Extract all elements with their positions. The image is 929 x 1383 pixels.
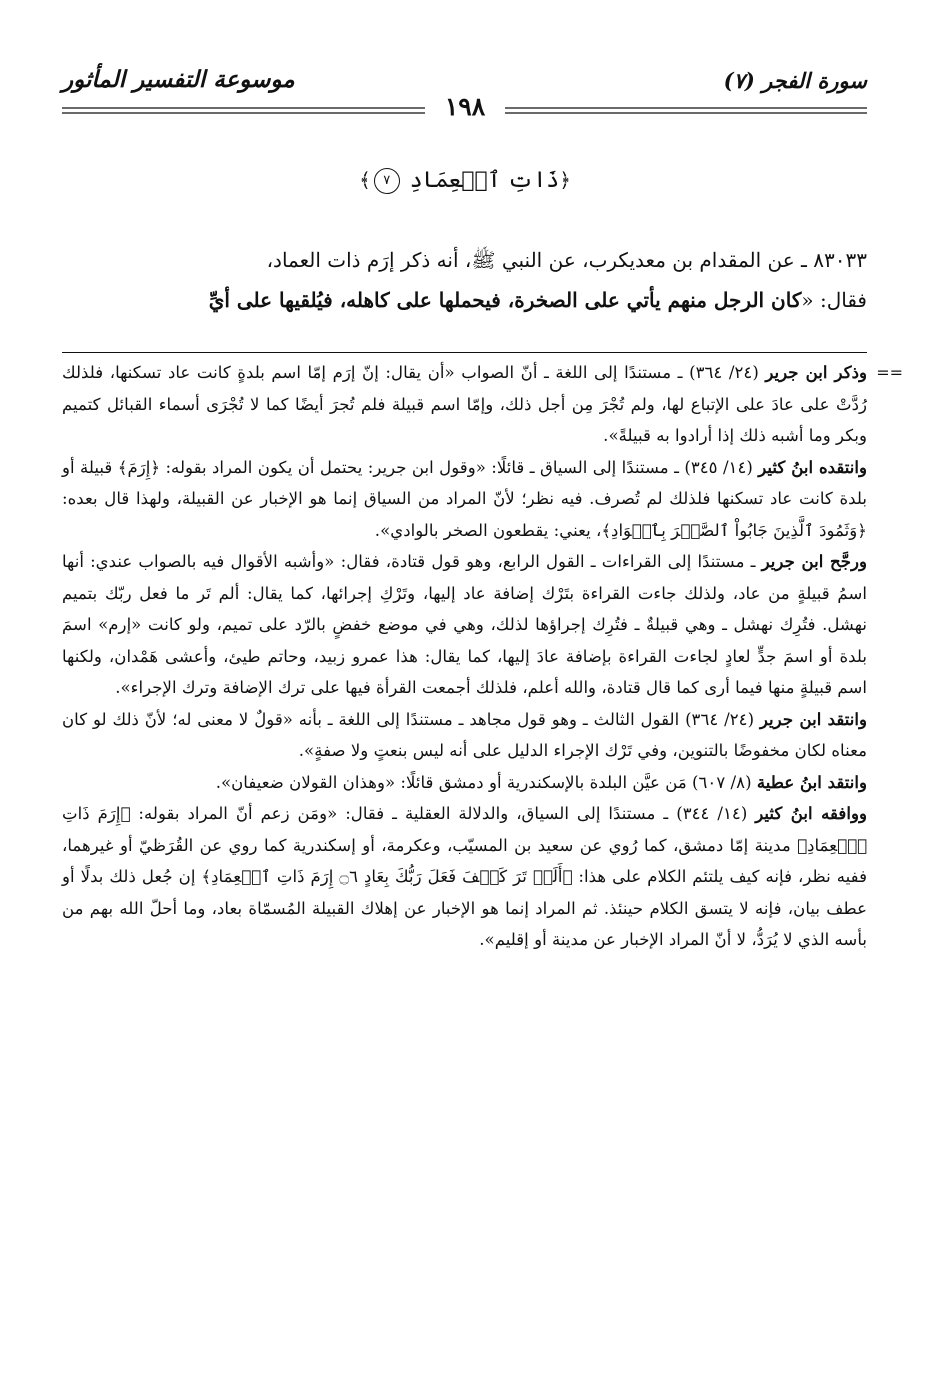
book-title: موسوعة التفسير المأثور: [62, 66, 295, 93]
footnote-body: (٢٤/ ٣٦٤) القول الثالث ـ وهو قول مجاهد ـ مستندًا إلى اللغة ـ بأنه «قولٌ لا معنى له؛ لأنّ ذلك لو كان معناه لكان مخفوضًا بالتنوين، وفي تَرْك الإجراء الدليل على أنه ليس بنعتٍ ولا صفةٍ».: [62, 709, 867, 760]
footnote-paragraph: [62, 767, 867, 799]
hadith-line-2: [62, 280, 867, 320]
footnote-lead: ووافقه ابنُ كثير: [755, 803, 867, 823]
footnote-lead: وذكر ابن جرير: [765, 362, 867, 382]
footnote-body: (١٤/ ٣٤٥) ـ مستندًا إلى السياق ـ قائلًا: «وقول ابن جرير: يحتمل أن يكون المراد بقوله: ﴿إِرَمَ﴾ قبيلة أو بلدة كانت عاد تسكنها فلذلك لم تُصرف. فيه نظر؛ لأنّ المراد من السياق إنما هو الإخبار عن القبيلة، ولهذا قال بعده: ﴿وَثَمُودَ ٱلَّذِينَ جَابُواْ ٱلصَّخۡرَ بِٱلۡوَادِ﴾، يعني: يقطعون الصخر بالوادي».: [62, 457, 867, 540]
open-bracket: ﴿: [559, 168, 571, 192]
footnote-body: ـ مستندًا إلى القراءات ـ القول الرابع، وهو قول قتادة، فقال: «وأشبه الأقوال فيه بالصواب عندي: أنها اسمُ قبيلةٍ من عاد، ولذلك جاءت القراءة بتَرْك إضافة عاد إليها، وتَرْكِ إجرائها، كما يقال: ألم تَر ما فعل ربّك بتميم نهشل. فتُرِك نهشل ـ وهي قبيلةٌ ـ فتُرِك إجراؤها لذلك، وهي في موضع خفضٍ بالرّد على تميم، ولو كانت «إرم» اسمَ بلدة أو اسمَ جدٍّ لعادٍ لجاءت القراءة بإضافة عادَ إليها، كما يقال: هذا عمرو زبيد، وحاتم طيئ، وأعشى هَمْدان، ولكنها اسم قبيلةٍ منها فيما أرى كما قال قتادة، والله أعلم، فلذلك أجمعت القرأة فيها على ترك الإضافة وترك الإجراء».: [62, 552, 867, 697]
footnote-lead: ورجَّح ابن جرير: [761, 551, 867, 571]
footnote-body: (٢٤/ ٣٦٤) ـ مستندًا إلى اللغة ـ أنّ الصواب «أن يقال: إنّ إرَم إمّا اسم بلدةٍ كانت عاد تسكنها، فلذلك رُدَّتْ على عادَ على الإتباع لها، ولم تُجْرَ مِن أجل ذلك، وإمّا اسم قبيلة فلم تُجرَ أيضًا كما لا تُجْرَى أسماء القبائل كتميم وبكر وما أشبه ذلك إذا أرادوا به قبيلةً».: [62, 363, 867, 445]
surah-title: سورة الفجر (٧): [723, 68, 867, 93]
footnote-body: (٨/ ٦٠٧) مَن عيَّن البلدة بالإسكندرية أو دمشق قائلًا: «وهذان القولان ضعيفان».: [215, 772, 757, 792]
page-number: ١٩٨: [425, 92, 505, 121]
close-bracket: ﴾: [359, 168, 371, 192]
footnote-paragraph: [62, 357, 867, 452]
footnote-body: (١٤/ ٣٤٤) ـ مستندًا إلى السياق، والدلالة العقلية ـ فقال: «ومَن زعم أنّ المراد بقوله: ﴿إِرَمَ ذَاتِ ٱلۡعِمَادِ﴾ مدينة إمّا دمشق، كما رُوي عن سعيد بن المسيّب، وعكرمة، أو إسكندرية كما روي عن القُرَظيّ أو غيرهما، ففيه نظر، فإنه كيف يلتئم الكلام على هذا: ﴿أَلَمۡ تَرَ كَيۡفَ فَعَلَ رَبُّكَ بِعَادٍ ۝٦ إِرَمَ ذَاتِ ٱلۡعِمَادِ﴾ إن جُعل ذلك بدلًا أو عطف بيان، فإنه لا يتسق الكلام حينئذ. ثم المراد إنما هو الإخبار عن إهلاك القبيلة المُسمّاة بعاد، وما أحلّ الله بهم من بأسه الذي لا يُرَدُّ، لا أنّ المراد الإخبار عن مدينة أو إقليم».: [62, 804, 867, 949]
footnote-lead: وانتقد ابن جرير: [759, 708, 868, 729]
footnotes: [62, 357, 903, 956]
footnote-paragraph: [62, 798, 867, 956]
verse-number-marker: ٧: [374, 168, 400, 194]
hadith-text: [62, 240, 867, 320]
verse-heading: [300, 168, 630, 194]
footnote-separator: [62, 352, 867, 353]
hadith-quote: كان الرجل منهم يأتي على الصخرة، فيحملها على كاهله، فيُلقيها على أيِّ: [208, 288, 802, 312]
footnote-paragraph: [62, 546, 867, 704]
footnote-lead: وانتقد ابنُ عطية: [756, 771, 867, 792]
verse-text: ذَاتِ ٱلۡعِمَادِ: [409, 168, 560, 193]
footnote-paragraph: [62, 704, 867, 767]
hadith-intro: فقال: «: [801, 288, 867, 312]
continuation-mark: ==: [876, 363, 903, 382]
footnote-paragraph: [62, 452, 867, 547]
hadith-line-1: ٨٣٠٣٣ ـ عن المقدام بن معديكرب، عن النبي ﷺ، أنه ذكر إرَم ذات العماد،: [266, 248, 867, 272]
footnote-lead: وانتقده ابنُ كثير: [758, 456, 867, 477]
